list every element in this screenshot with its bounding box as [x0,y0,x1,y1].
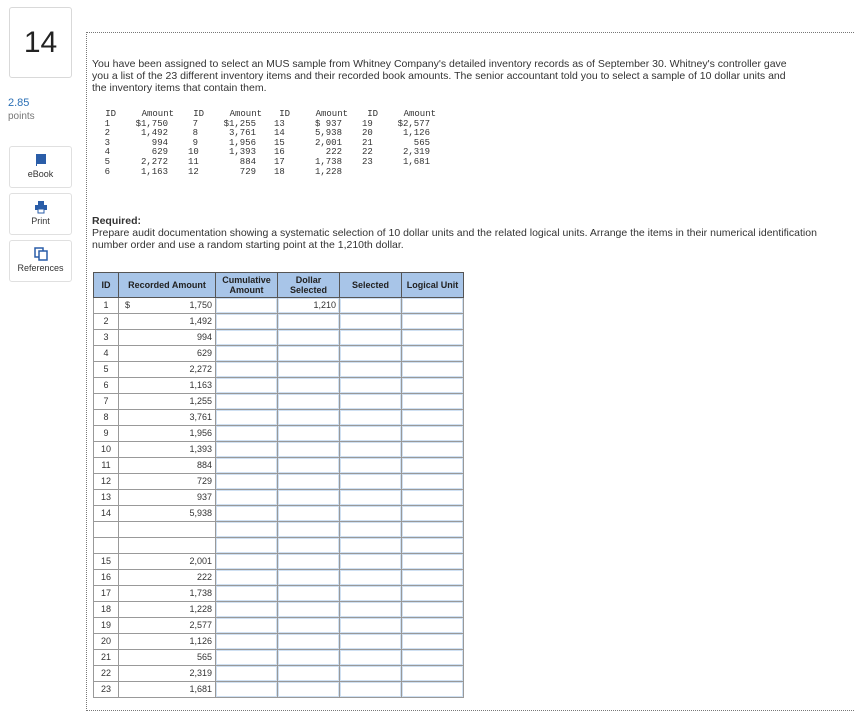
inventory-id: 15 [274,137,285,148]
selected-input[interactable] [340,602,402,618]
logical-unit-input[interactable] [402,474,464,490]
recorded-amount-cell [119,586,216,602]
points-value: 2.85 [8,97,30,109]
left-divider [86,32,87,709]
logical-unit-input[interactable] [402,506,464,522]
inventory-amount: 2,319 [402,147,430,158]
blank-input[interactable] [278,522,340,538]
table-row [94,378,464,394]
dollar-selected-input[interactable] [278,442,340,458]
logical-unit-input[interactable] [402,298,464,314]
row-id: 23 [94,682,119,698]
row-id: 5 [94,362,119,378]
logical-unit-input[interactable] [402,602,464,618]
references-button[interactable] [9,240,72,282]
cumulative-amount-input[interactable] [216,650,278,666]
row-id: 1 [94,298,119,314]
logical-unit-input[interactable] [402,634,464,650]
selected-input[interactable] [340,506,402,522]
row-id: 17 [94,586,119,602]
dollar-selected-input[interactable] [278,506,340,522]
cumulative-amount-input[interactable] [216,458,278,474]
table-row [94,346,464,362]
selected-input[interactable] [340,298,402,314]
col-logical-unit: Logical Unit [402,273,464,298]
table-row [94,298,464,314]
col-dollar-selected: Dollar Selected [278,273,340,298]
table-row [94,506,464,522]
inventory-column [274,110,348,177]
recorded-amount: 937 [196,492,212,502]
inventory-id: 5 [104,156,110,167]
selected-input[interactable] [340,634,402,650]
references-icon [34,247,48,261]
logical-unit-input[interactable] [402,458,464,474]
recorded-amount-cell [119,426,216,442]
selected-input[interactable] [340,474,402,490]
table-row [94,618,464,634]
recorded-amount-cell [119,346,216,362]
blank-cell [94,522,119,538]
cumulative-amount-input[interactable] [216,314,278,330]
dollar-selected-input[interactable] [278,602,340,618]
question-number: 14 [9,7,72,78]
inventory-amount: 1,681 [402,156,430,167]
required-text: Prepare audit documentation showing a systematic selection of 10 dollar units and the related logical units. Arrange the items in their numerical identification number order and use a random starting point at the 1,210th dollar. [92,227,817,251]
row-id: 19 [94,618,119,634]
table-row [94,554,464,570]
cumulative-amount-input[interactable] [216,586,278,602]
recorded-amount-cell [119,618,216,634]
inventory-amount: $2,577 [397,118,430,129]
table-row [94,442,464,458]
blank-input[interactable] [402,538,464,554]
recorded-amount: 1,738 [189,588,212,598]
table-row [94,394,464,410]
selected-input[interactable] [340,442,402,458]
dollar-selected-input[interactable] [278,394,340,410]
logical-unit-input[interactable] [402,362,464,378]
table-row [94,634,464,650]
inventory-amount: 5,938 [314,128,342,139]
selected-input[interactable] [340,570,402,586]
inventory-amount-header: Amount [229,109,262,119]
blank-input[interactable] [216,522,278,538]
recorded-amount-cell [119,570,216,586]
table-row [94,474,464,490]
cumulative-amount-input[interactable] [216,666,278,682]
printer-icon [34,200,48,214]
logical-unit-input[interactable] [402,554,464,570]
cumulative-amount-input[interactable] [216,570,278,586]
inventory-amount: $1,255 [223,118,256,129]
table-row [94,362,464,378]
logical-unit-input[interactable] [402,426,464,442]
inventory-row [100,168,174,178]
inventory-id: 1 [104,118,110,129]
dollar-selected-input[interactable] [278,650,340,666]
recorded-amount: 994 [196,332,212,342]
selected-input[interactable] [340,426,402,442]
inventory-id: 7 [192,118,198,129]
dollar-selected-input[interactable] [278,474,340,490]
dollar-selected-input[interactable] [278,314,340,330]
inventory-amount: 1,126 [402,128,430,139]
cumulative-amount-input[interactable] [216,298,278,314]
col-id: ID [94,273,119,298]
inventory-amount: 1,228 [314,166,342,177]
recorded-amount-cell [119,330,216,346]
inventory-amount: 994 [151,137,168,148]
inventory-id: 23 [362,156,373,167]
table-row [94,410,464,426]
points-block [8,97,35,123]
dollar-selected-input[interactable] [278,554,340,570]
recorded-amount: 1,492 [189,316,212,326]
print-label: Print [31,216,50,226]
inventory-id-header: ID [279,109,290,119]
blank-cell [94,538,119,554]
dollar-selected-input[interactable]: 1,210 [278,298,340,314]
recorded-amount: 565 [196,652,212,662]
blank-row [94,538,464,554]
col-cumulative-amount: Cumulative Amount [216,273,278,298]
row-id: 2 [94,314,119,330]
recorded-amount-cell [119,666,216,682]
inventory-id: 11 [188,156,199,167]
logical-unit-input[interactable] [402,410,464,426]
row-id: 11 [94,458,119,474]
selected-input[interactable] [340,682,402,698]
row-id: 22 [94,666,119,682]
inventory-id: 10 [188,147,199,158]
recorded-amount: 1,681 [189,684,212,694]
ebook-button[interactable] [9,146,72,188]
selected-input[interactable] [340,554,402,570]
inventory-column [188,110,262,177]
dollar-selected-input[interactable] [278,634,340,650]
blank-input[interactable] [340,538,402,554]
recorded-amount-cell [119,602,216,618]
recorded-amount-cell [119,554,216,570]
recorded-amount: 3,761 [189,412,212,422]
blank-input[interactable] [216,538,278,554]
selected-input[interactable] [340,346,402,362]
dollar-selected-input[interactable] [278,682,340,698]
logical-unit-input[interactable] [402,682,464,698]
inventory-id: 22 [362,147,373,158]
row-id: 21 [94,650,119,666]
blank-input[interactable] [340,522,402,538]
cumulative-amount-input[interactable] [216,378,278,394]
dollar-selected-input[interactable] [278,362,340,378]
recorded-amount: 2,001 [189,556,212,566]
cumulative-amount-input[interactable] [216,618,278,634]
recorded-amount-cell [119,634,216,650]
row-id: 3 [94,330,119,346]
row-id: 6 [94,378,119,394]
inventory-amount-header: Amount [403,109,436,119]
inventory-amount: 3,761 [228,128,256,139]
recorded-amount: 1,750 [189,300,212,310]
inventory-amount: 1,956 [228,137,256,148]
cumulative-amount-input[interactable] [216,490,278,506]
inventory-id-header: ID [193,109,204,119]
row-id: 13 [94,490,119,506]
recorded-amount: 1,228 [189,604,212,614]
cumulative-amount-input[interactable] [216,426,278,442]
recorded-amount: 1,956 [189,428,212,438]
table-row [94,330,464,346]
recorded-amount: 1,393 [189,444,212,454]
logical-unit-input[interactable] [402,394,464,410]
cumulative-amount-input[interactable] [216,554,278,570]
logical-unit-input[interactable] [402,378,464,394]
ebook-label: eBook [27,169,54,179]
cumulative-amount-input[interactable] [216,634,278,650]
inventory-amount: 1,492 [140,128,168,139]
inventory-amount: $1,750 [135,118,168,129]
required-label: Required: [92,215,142,227]
recorded-amount: 2,272 [189,364,212,374]
selected-input[interactable] [340,650,402,666]
cumulative-amount-input[interactable] [216,410,278,426]
recorded-amount-cell [119,506,216,522]
recorded-amount-cell [119,650,216,666]
row-id: 7 [94,394,119,410]
inventory-id: 12 [188,166,199,177]
inventory-amount: $ 937 [314,118,342,129]
selected-input[interactable] [340,410,402,426]
inventory-column [362,110,436,168]
inventory-id: 13 [274,118,285,129]
cumulative-amount-input[interactable] [216,442,278,458]
cumulative-amount-input[interactable] [216,682,278,698]
selected-input[interactable] [340,330,402,346]
inventory-id: 18 [274,166,285,177]
table-row [94,570,464,586]
row-id: 9 [94,426,119,442]
dollar-selected-input[interactable] [278,378,340,394]
dollar-selected-input[interactable] [278,666,340,682]
cumulative-amount-input[interactable] [216,330,278,346]
selected-input[interactable] [340,314,402,330]
table-row [94,586,464,602]
logical-unit-input[interactable] [402,618,464,634]
dollar-selected-input[interactable] [278,618,340,634]
inventory-amount: 565 [413,137,430,148]
recorded-amount: 729 [196,476,212,486]
recorded-amount: 1,126 [189,636,212,646]
table-row [94,650,464,666]
inventory-id-header: ID [105,109,116,119]
logical-unit-input[interactable] [402,442,464,458]
row-id: 15 [94,554,119,570]
dollar-selected-input[interactable] [278,490,340,506]
print-button[interactable] [9,193,72,235]
blank-cell [119,538,216,554]
currency-symbol: $ [125,300,131,310]
inventory-amount: 884 [239,156,256,167]
inventory-amount: 1,393 [228,147,256,158]
recorded-amount-cell [119,394,216,410]
inventory-id: 8 [192,128,198,139]
col-recorded-amount: Recorded Amount [119,273,216,298]
inventory-amount: 629 [151,147,168,158]
recorded-amount-cell [119,378,216,394]
required-section [92,215,832,251]
row-id: 10 [94,442,119,458]
cumulative-amount-input[interactable] [216,346,278,362]
selected-input[interactable] [340,394,402,410]
blank-input[interactable] [278,538,340,554]
selected-input[interactable] [340,362,402,378]
selected-input[interactable] [340,666,402,682]
logical-unit-input[interactable] [402,346,464,362]
logical-unit-input[interactable] [402,330,464,346]
dollar-selected-input[interactable] [278,346,340,362]
inventory-id: 14 [274,128,285,139]
inventory-id: 4 [104,147,110,158]
book-icon [34,153,48,167]
inventory-amount: 1,738 [314,156,342,167]
inventory-column [100,110,174,177]
inventory-row [188,168,262,178]
inventory-id: 6 [104,166,110,177]
inventory-id: 21 [362,137,373,148]
inventory-amount: 729 [239,166,256,177]
recorded-amount-cell [119,490,216,506]
recorded-amount-cell [119,458,216,474]
row-id: 14 [94,506,119,522]
logical-unit-input[interactable] [402,650,464,666]
row-id: 18 [94,602,119,618]
blank-row [94,522,464,538]
selected-input[interactable] [340,586,402,602]
row-id: 8 [94,410,119,426]
inventory-amount-header: Amount [141,109,174,119]
dollar-selected-input[interactable] [278,458,340,474]
logical-unit-input[interactable] [402,586,464,602]
table-row [94,490,464,506]
inventory-amount: 222 [325,147,342,158]
recorded-amount: 222 [196,572,212,582]
inventory-id: 2 [104,128,110,139]
recorded-amount: 5,938 [189,508,212,518]
bottom-divider [86,710,854,711]
cumulative-amount-input[interactable] [216,474,278,490]
logical-unit-input[interactable] [402,570,464,586]
logical-unit-input[interactable] [402,490,464,506]
dollar-selected-input[interactable] [278,426,340,442]
recorded-amount-cell [119,442,216,458]
dollar-selected-input[interactable] [278,410,340,426]
recorded-amount-cell [119,474,216,490]
inventory-id: 20 [362,128,373,139]
recorded-amount-cell [119,298,216,314]
cumulative-amount-input[interactable] [216,602,278,618]
mus-worksheet-table [93,272,464,698]
table-row [94,314,464,330]
recorded-amount: 629 [196,348,212,358]
inventory-amount-header: Amount [315,109,348,119]
dollar-selected-input[interactable] [278,330,340,346]
blank-input[interactable] [402,522,464,538]
recorded-amount: 2,319 [189,668,212,678]
references-label: References [17,263,64,273]
blank-cell [119,522,216,538]
selected-input[interactable] [340,490,402,506]
inventory-row [362,158,436,168]
row-id: 4 [94,346,119,362]
logical-unit-input[interactable] [402,666,464,682]
table-row [94,426,464,442]
selected-input[interactable] [340,458,402,474]
top-divider [86,32,854,33]
inventory-amount: 1,163 [140,166,168,177]
selected-input[interactable] [340,618,402,634]
table-row [94,602,464,618]
selected-input[interactable] [340,378,402,394]
inventory-row [274,168,348,178]
cumulative-amount-input[interactable] [216,394,278,410]
row-id: 12 [94,474,119,490]
table-row [94,458,464,474]
inventory-id: 16 [274,147,285,158]
recorded-amount-cell [119,410,216,426]
row-id: 20 [94,634,119,650]
logical-unit-input[interactable] [402,314,464,330]
table-row [94,682,464,698]
points-label: points [8,111,35,122]
recorded-amount: 884 [196,460,212,470]
inventory-id: 3 [104,137,110,148]
inventory-id: 19 [362,118,373,129]
cumulative-amount-input[interactable] [216,362,278,378]
inventory-id: 9 [192,137,198,148]
intro-text: You have been assigned to select an MUS sample from Whitney Company's detailed inventory records as of September 30. Whitney's controller gave you a list of the 23 different inventory items and their recorded book amounts. The senior accountant told you to select a sample of 10 dollar units and the inventory items that contain them. [92,58,787,94]
col-selected: Selected [340,273,402,298]
recorded-amount: 1,255 [189,396,212,406]
cumulative-amount-input[interactable] [216,506,278,522]
recorded-amount: 2,577 [189,620,212,630]
recorded-amount-cell [119,682,216,698]
row-id: 16 [94,570,119,586]
dollar-selected-input[interactable] [278,570,340,586]
inventory-amount: 2,272 [140,156,168,167]
dollar-selected-input[interactable] [278,586,340,602]
inventory-id-header: ID [367,109,378,119]
inventory-amount: 2,001 [314,137,342,148]
inventory-id: 17 [274,156,285,167]
recorded-amount-cell [119,314,216,330]
recorded-amount-cell [119,362,216,378]
table-row [94,666,464,682]
recorded-amount: 1,163 [189,380,212,390]
